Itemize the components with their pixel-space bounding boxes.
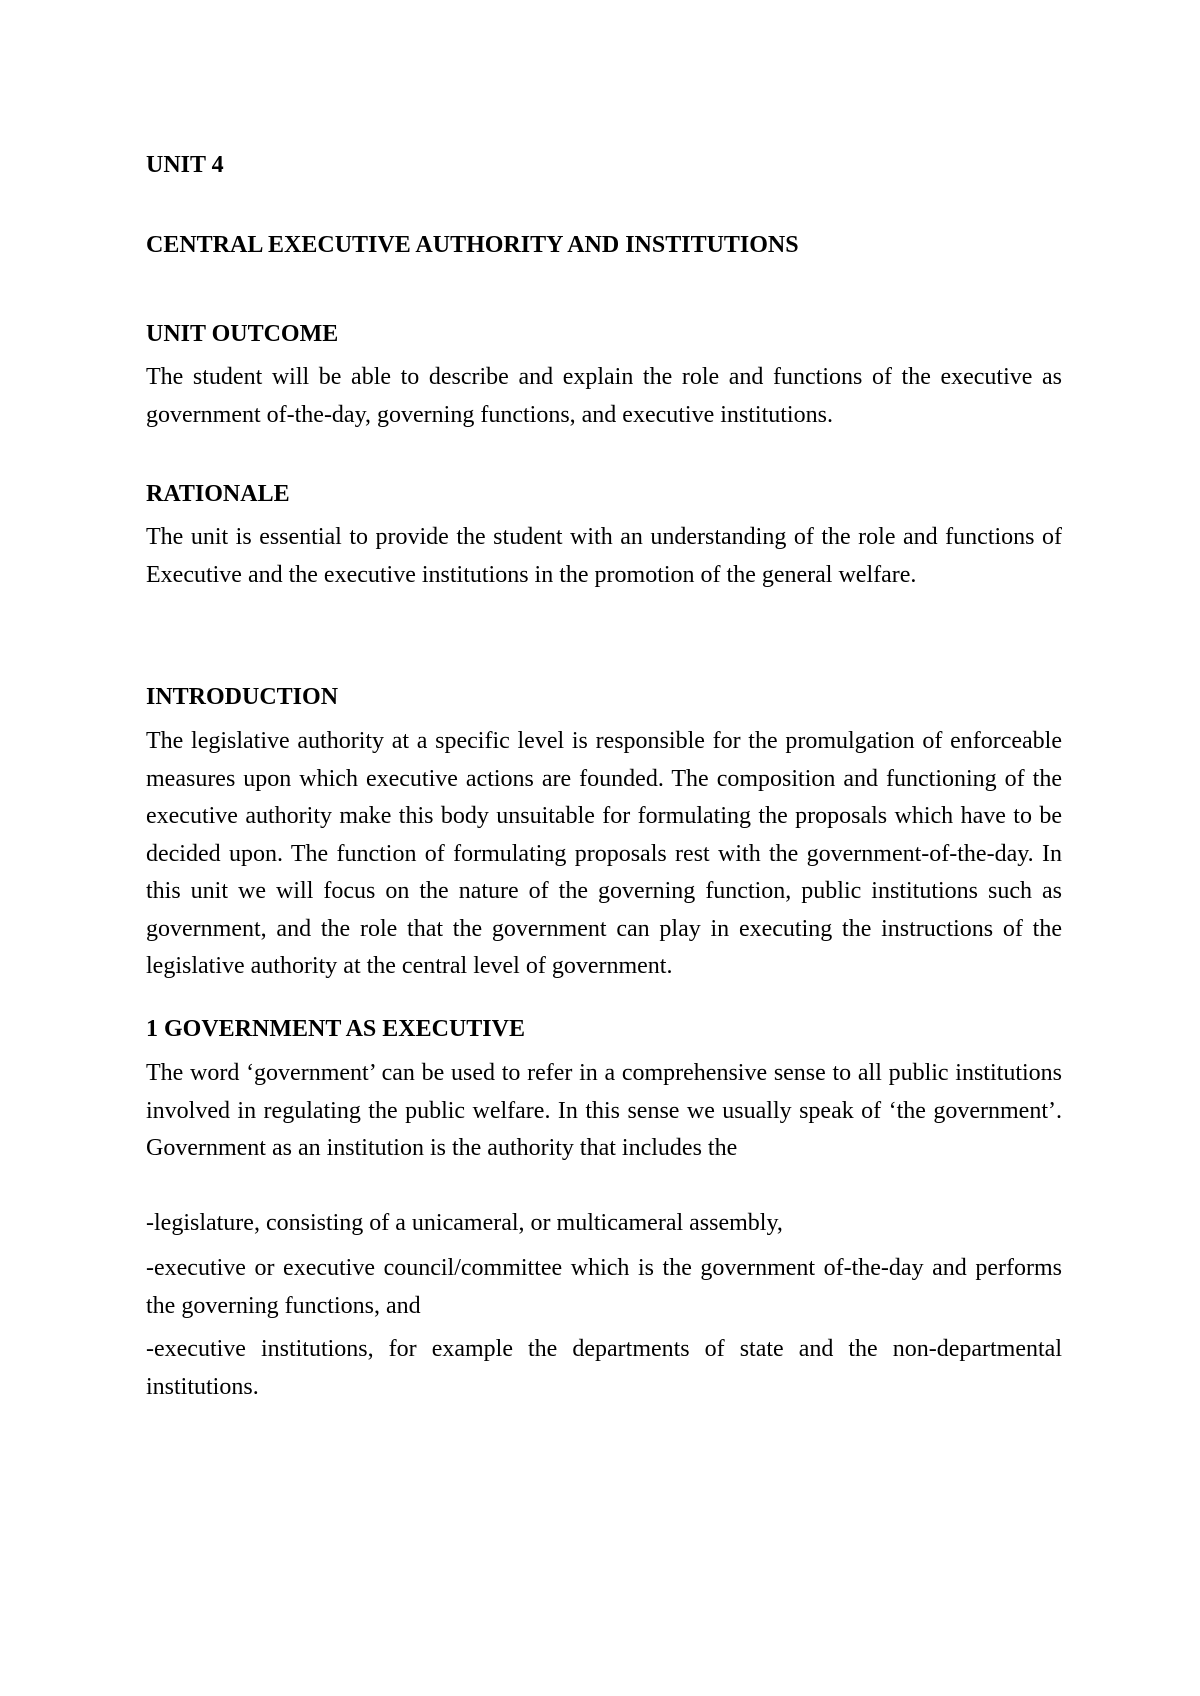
introduction-paragraph: The legislative authority at a specific level is responsible for the promulgation of enforceable measures upon which executive actions are founded. The composition and functioning of the executive authority make this body unsuitable for formulating the proposals which have to be decided upon. The function of formulating proposals rest with the government-of-the-day. In this unit we will focus on the nature of the governing function, public institutions such as government, and the role that the government can play in executing the instructions of the legislative authority at the central level of government. [146,728,1062,979]
section-1-paragraph: The word ‘government’ can be used to refer in a comprehensive sense to all public institutions involved in regulating the public welfare. In this sense we usually speak of ‘the government’. Government as an institution is the authority that includes the [146,1060,1062,1161]
section-1-heading: 1 GOVERNMENT AS EXECUTIVE [146,1016,525,1042]
outcome-paragraph: The student will be able to describe and explain the role and functions of the executive as government of-the-day, governing functions, and executive institutions. [146,364,1062,428]
unit-label: UNIT 4 [146,152,224,178]
unit-title: CENTRAL EXECUTIVE AUTHORITY AND INSTITUTIONS [146,232,799,258]
rationale-paragraph: The unit is essential to provide the student with an understanding of the role and functions of Executive and the executive institutions in the promotion of the general welfare. [146,524,1062,588]
list-item-legislature: -legislature, consisting of a unicameral, or multicameral assembly, [146,1210,783,1236]
list-item-executive-institutions: -executive institutions, for example the departments of state and the non-departmental institutions. [146,1336,1062,1400]
rationale-heading: RATIONALE [146,481,290,507]
outcome-heading: UNIT OUTCOME [146,321,339,347]
introduction-heading: INTRODUCTION [146,684,339,710]
list-item-executive: -executive or executive council/committee which is the government of-the-day and performs the governing functions, and [146,1255,1062,1319]
